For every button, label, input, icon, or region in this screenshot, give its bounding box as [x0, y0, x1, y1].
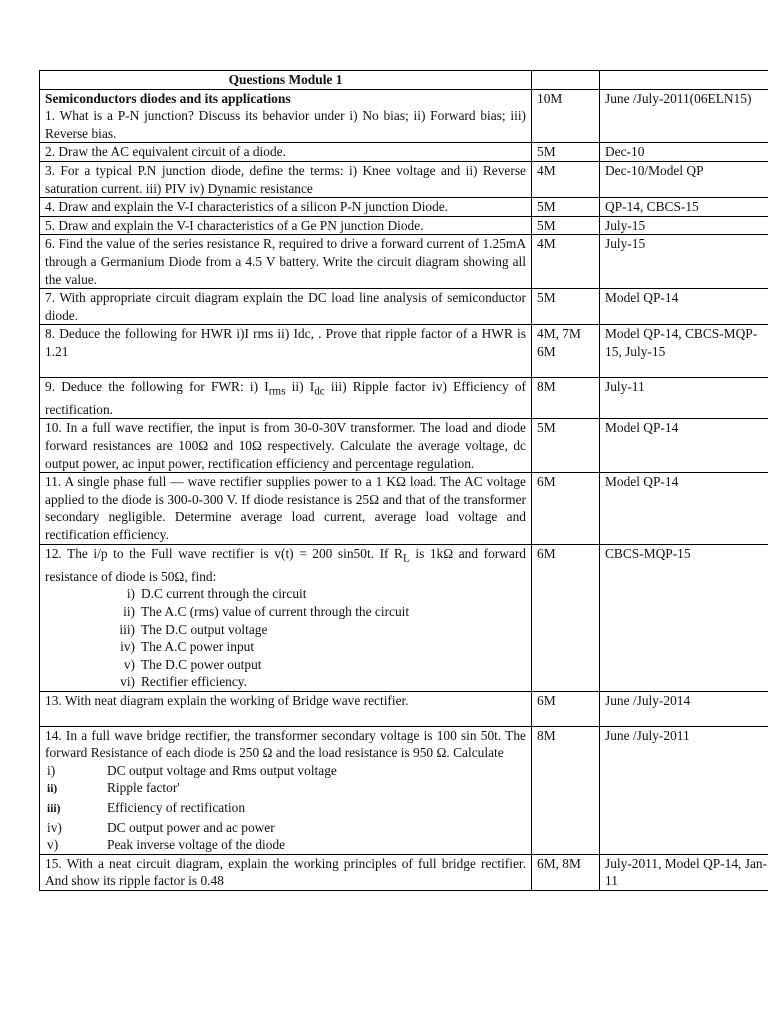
question-text: 8. Deduce the following for HWR i)I rms ii) Idc, . Prove that ripple factor of a HWR is 1.21 — [45, 326, 526, 359]
sub-item-text: The D.C output voltage — [141, 621, 268, 637]
sub-item — [47, 819, 526, 837]
exam-date-cell: Model QP-14 — [600, 473, 768, 544]
exam-date-cell: July-11 — [600, 377, 768, 419]
table-row — [40, 726, 768, 854]
sub-item — [109, 603, 526, 621]
marks-cell: 10M — [532, 89, 600, 143]
table-row — [40, 691, 768, 726]
sub-item-number: i) — [126, 586, 135, 602]
question-text: 14. In a full wave bridge rectifier, the transformer secondary voltage is 100 sin 50t. The forward Resistance of each diode is 250 Ω and the load resistance is 950 Ω. Calculate — [45, 727, 526, 761]
table-row — [40, 161, 768, 197]
question-text-part: is 1kΩ and forward resistance of diode is 50Ω, find: — [45, 545, 526, 584]
exam-date-cell: July-15 — [600, 235, 768, 289]
marks-cell: 5M — [532, 198, 600, 217]
sub-item — [47, 836, 526, 854]
question-cell: 6. Find the value of the series resistance R, required to drive a forward current of 1.25mA through a Germanium Diode from a 4.5 V battery. Write the circuit diagram showing all the value. — [40, 235, 532, 289]
header-row — [40, 71, 768, 90]
marks-cell: 6M — [532, 691, 600, 726]
question-cell: 10. In a full wave rectifier, the input is from 30-0-30V transformer. The load and diode forward resistances are 100Ω and 10Ω respectively. Calculate the average voltage, dc output power, ac input power, rectification efficiency and percentage regulation. — [40, 419, 532, 473]
marks-cell: 4M, 7M 6M — [532, 325, 600, 377]
question-cell: 4. Draw and explain the V-I characteristics of a silicon P-N junction Diode. — [40, 198, 532, 217]
table-row — [40, 854, 768, 890]
table-row — [40, 325, 768, 377]
table-row — [40, 377, 768, 419]
sub-item — [47, 779, 526, 799]
marks-cell: 4M — [532, 235, 600, 289]
sub-item-number: iv) — [120, 639, 135, 655]
question-text: ii) I — [285, 378, 315, 394]
table-row — [40, 216, 768, 235]
table-row — [40, 235, 768, 289]
question-text: 9. Deduce the following for FWR: i) I — [45, 378, 269, 394]
sub-item-number: ii) — [123, 603, 135, 619]
sub-item-text: Peak inverse voltage of the diode — [107, 837, 286, 853]
sub-item-number: iii) — [119, 621, 135, 637]
sub-item-text: Ripple factor' — [107, 780, 180, 796]
exam-date-cell: QP-14, CBCS-15 — [600, 198, 768, 217]
sub-item-text: The A.C (rms) value of current through the circuit — [141, 603, 410, 619]
sub-item — [47, 799, 526, 819]
exam-date-cell: July-15 — [600, 216, 768, 235]
table-row — [40, 143, 768, 162]
question-cell: 2. Draw the AC equivalent circuit of a diode. — [40, 143, 532, 162]
question-cell — [40, 691, 532, 726]
exam-date-cell: June /July-2011(06ELN15) — [600, 89, 768, 143]
sub-item-text: The D.C power output — [141, 656, 262, 672]
table-row — [40, 89, 768, 143]
question-text: 1. What is a P-N junction? Discuss its behavior under i) No bias; ii) Forward bias; iii) Reverse bias. — [45, 108, 526, 141]
question-cell: 7. With appropriate circuit diagram explain the DC load line analysis of semiconductor diode. — [40, 289, 532, 325]
subscript: dc — [314, 385, 325, 398]
question-cell: 3. For a typical P.N junction diode, define the terms: i) Knee voltage and ii) Reverse saturation current. iii) PIV iv) Dynamic resistance — [40, 161, 532, 197]
exam-date-cell: Dec-10 — [600, 143, 768, 162]
exam-date-cell: Model QP-14, CBCS-MQP-15, July-15 — [600, 325, 768, 377]
table-row — [40, 473, 768, 544]
marks-cell: 5M — [532, 289, 600, 325]
question-cell — [40, 325, 532, 377]
exam-date-cell: Model QP-14 — [600, 419, 768, 473]
exam-date-cell: June /July-2011 — [600, 726, 768, 854]
question-cell — [40, 726, 532, 854]
question-text: iii) Ripple factor iv) Efficiency of rectification. — [45, 378, 526, 417]
marks-cell: 6M, 8M — [532, 854, 600, 890]
subscript: L — [402, 552, 410, 565]
question-text — [45, 545, 526, 586]
sub-item — [109, 585, 526, 603]
sub-item-number: i) — [47, 762, 56, 778]
table-row — [40, 544, 768, 691]
sub-item — [47, 762, 526, 780]
question-text: 13. With neat diagram explain the working of Bridge wave rectifier. — [45, 692, 409, 708]
exam-date-cell: CBCS-MQP-15 — [600, 544, 768, 691]
question-cell — [40, 89, 532, 143]
module-title: Questions Module 1 — [40, 71, 532, 90]
sub-item — [109, 621, 526, 639]
blank-line — [45, 710, 526, 726]
sub-item-text: Rectifier efficiency. — [141, 674, 247, 690]
table-row — [40, 198, 768, 217]
marks-cell: 6M — [532, 544, 600, 691]
sub-item-number: v) — [47, 837, 59, 853]
exam-date-cell: Model QP-14 — [600, 289, 768, 325]
sub-item-text: Efficiency of rectification — [107, 799, 246, 815]
questions-table — [39, 70, 768, 891]
sub-item — [109, 673, 526, 691]
sub-item-text: DC output power and ac power — [107, 819, 275, 835]
sub-item-text: D.C current through the circuit — [141, 586, 307, 602]
header-date-cell — [600, 71, 768, 90]
table-row — [40, 419, 768, 473]
marks-cell: 4M — [532, 161, 600, 197]
sub-item-number: v) — [123, 656, 135, 672]
marks-cell: 5M — [532, 143, 600, 162]
question-cell: 11. A single phase full — wave rectifier supplies power to a 1 KΩ load. The AC voltage applied to the diode is 300-0-300 V. If diode resistance is 25Ω and that of the transformer secondary negligible. Determine average load current, average load voltage and rectification efficiency. — [40, 473, 532, 544]
sub-item-number: ii) — [47, 783, 58, 796]
question-cell: 5. Draw and explain the V-I characteristics of a Ge PN junction Diode. — [40, 216, 532, 235]
sub-item-number: iii) — [47, 802, 61, 815]
marks-cell: 8M — [532, 377, 600, 419]
exam-date-cell: Dec-10/Model QP — [600, 161, 768, 197]
sub-item-text: DC output voltage and Rms output voltage — [107, 762, 337, 778]
subscript: rms — [268, 385, 286, 398]
header-marks-cell — [532, 71, 600, 90]
question-cell — [40, 544, 532, 691]
marks-cell: 5M — [532, 216, 600, 235]
sub-item-number: vi) — [120, 674, 135, 690]
table-row — [40, 289, 768, 325]
section-heading: Semiconductors diodes and its applications — [45, 90, 291, 106]
marks-cell: 6M — [532, 473, 600, 544]
sub-item — [109, 638, 526, 656]
exam-date-cell: June /July-2014 — [600, 691, 768, 726]
blank-line — [45, 361, 526, 377]
sub-item — [109, 656, 526, 674]
question-cell: 15. With a neat circuit diagram, explain the working principles of full bridge rectifier. And show its ripple factor is 0.48 — [40, 854, 532, 890]
question-cell — [40, 377, 532, 419]
exam-date-cell: July-2011, Model QP-14, Jan-11 — [600, 854, 768, 890]
marks-cell: 5M — [532, 419, 600, 473]
question-text-part: 12. The i/p to the Full wave rectifier is v(t) = 200 sin50t. If R — [45, 545, 403, 561]
sub-item-number: iv) — [47, 819, 62, 835]
sub-item-text: The A.C power input — [141, 639, 255, 655]
marks-cell: 8M — [532, 726, 600, 854]
